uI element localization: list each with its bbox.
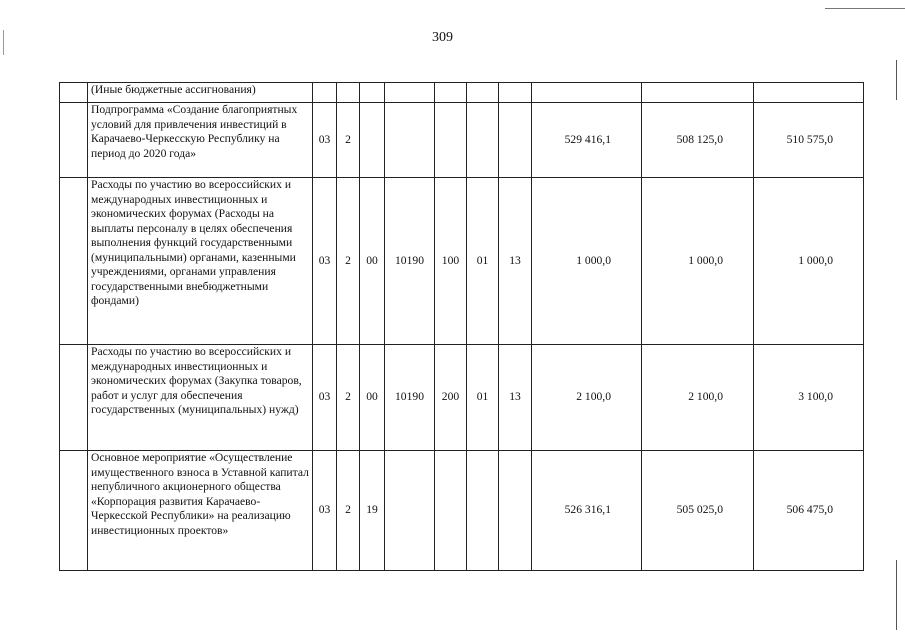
code-cell — [435, 103, 467, 178]
amount-cell: 3 100,0 — [754, 345, 864, 451]
scan-edge-mark-top — [825, 8, 905, 9]
code-cell: 00 — [360, 178, 385, 345]
code-cell: 2 — [337, 451, 360, 571]
code-cell: 2 — [337, 345, 360, 451]
code-cell: 13 — [499, 345, 532, 451]
amount-cell: 506 475,0 — [754, 451, 864, 571]
table-row — [60, 178, 864, 345]
code-cell — [360, 103, 385, 178]
amount-cell — [532, 83, 642, 103]
code-cell: 01 — [467, 345, 499, 451]
description-cell: Расходы по участию во всероссийских и международных инвестиционных и экономических форумах (Расходы на выплаты персоналу в целях обеспечения выполнения функций государственными (муниципальными) органами, казенными учреждениями, органами управления государственными внебюджетными фондами) — [88, 178, 313, 345]
code-cell: 03 — [313, 178, 337, 345]
amount-cell: 1 000,0 — [642, 178, 754, 345]
table-row — [60, 345, 864, 451]
amount-cell: 2 100,0 — [532, 345, 642, 451]
amount-cell: 1 000,0 — [754, 178, 864, 345]
code-cell: 10190 — [385, 178, 435, 345]
row-index-cell — [60, 451, 88, 571]
amount-cell — [754, 83, 864, 103]
code-cell: 01 — [467, 178, 499, 345]
description-cell: Основное мероприятие «Осуществление имущественного взноса в Уставной капитал непубличного акционерного общества «Корпорация развития Карачаево-Черкесской Республики» на реализацию инвестиционных проектов» — [88, 451, 313, 571]
scan-edge-mark-right — [896, 60, 897, 100]
code-cell: 200 — [435, 345, 467, 451]
code-cell — [337, 83, 360, 103]
row-index-cell — [60, 345, 88, 451]
amount-cell: 505 025,0 — [642, 451, 754, 571]
code-cell: 03 — [313, 345, 337, 451]
code-cell: 10190 — [385, 345, 435, 451]
code-cell — [313, 83, 337, 103]
amount-cell: 508 125,0 — [642, 103, 754, 178]
budget-table — [59, 82, 864, 571]
table-row — [60, 451, 864, 571]
code-cell: 100 — [435, 178, 467, 345]
description-cell: (Иные бюджетные ассигнования) — [88, 83, 313, 103]
scan-edge-mark-right — [896, 560, 897, 630]
code-cell: 13 — [499, 178, 532, 345]
code-cell — [499, 83, 532, 103]
code-cell — [499, 103, 532, 178]
amount-cell: 510 575,0 — [754, 103, 864, 178]
row-index-cell — [60, 178, 88, 345]
description-cell: Подпрограмма «Создание благоприятных условий для привлечения инвестиций в Карачаево-Черкесскую Республику на период до 2020 года» — [88, 103, 313, 178]
code-cell — [360, 83, 385, 103]
table-row — [60, 103, 864, 178]
description-cell: Расходы по участию во всероссийских и международных инвестиционных и экономических форумах (Закупка товаров, работ и услуг для обеспечения государственных (муниципальных) нужд) — [88, 345, 313, 451]
code-cell: 2 — [337, 103, 360, 178]
amount-cell: 529 416,1 — [532, 103, 642, 178]
code-cell — [467, 103, 499, 178]
code-cell — [467, 451, 499, 571]
amount-cell: 1 000,0 — [532, 178, 642, 345]
row-index-cell — [60, 103, 88, 178]
code-cell: 03 — [313, 103, 337, 178]
code-cell — [385, 451, 435, 571]
code-cell — [435, 451, 467, 571]
code-cell: 2 — [337, 178, 360, 345]
table-row — [60, 83, 864, 103]
code-cell — [385, 83, 435, 103]
code-cell: 19 — [360, 451, 385, 571]
code-cell: 00 — [360, 345, 385, 451]
amount-cell — [642, 83, 754, 103]
amount-cell: 2 100,0 — [642, 345, 754, 451]
code-cell — [499, 451, 532, 571]
code-cell: 03 — [313, 451, 337, 571]
code-cell — [467, 83, 499, 103]
page-number: 309 — [432, 30, 453, 45]
row-index-cell — [60, 83, 88, 103]
amount-cell: 526 316,1 — [532, 451, 642, 571]
code-cell — [435, 83, 467, 103]
code-cell — [385, 103, 435, 178]
